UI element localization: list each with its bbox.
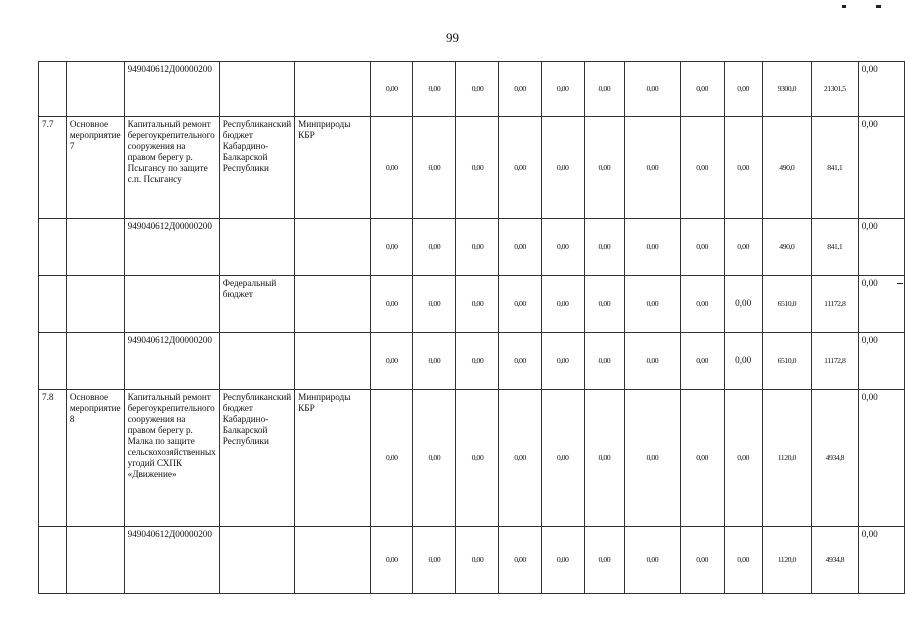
value-cell: 11172,8: [811, 276, 858, 333]
value-cell: 0,00: [371, 527, 413, 594]
value-cell: 0,00: [584, 527, 624, 594]
value-cell: 0,00: [456, 62, 499, 117]
value-cell: 841,1: [811, 117, 858, 219]
row-title: [66, 333, 124, 390]
value-cell: 0,00: [724, 333, 762, 390]
value-cell-last: 0,00: [858, 117, 904, 219]
row-number: [39, 276, 67, 333]
value-cell: 0,00: [584, 117, 624, 219]
value-cell: 0,00: [625, 333, 681, 390]
value-cell: 0,00: [680, 117, 724, 219]
row-description: 949040612Д00000200: [124, 62, 219, 117]
value-cell: 0,00: [413, 62, 456, 117]
row-title: Основное мероприятие 7: [66, 117, 124, 219]
row-description: Капитальный ремонт берегоукрепительного сооружения на правом берегу р. Малка по защите сельскохозяйственных угодий СХПК «Движение»: [124, 390, 219, 527]
value-cell: 0,00: [724, 276, 762, 333]
row-budget-source: [219, 62, 294, 117]
value-cell: 21301,5: [811, 62, 858, 117]
value-cell: 0,00: [680, 527, 724, 594]
value-cell: 4934,8: [811, 527, 858, 594]
table-row: [39, 276, 905, 333]
value-cell: 0,00: [371, 117, 413, 219]
row-executor: [295, 333, 371, 390]
value-cell: 0,00: [584, 62, 624, 117]
table-row: [39, 219, 905, 276]
value-cell-last: 0,00: [858, 390, 904, 527]
value-cell: 0,00: [625, 117, 681, 219]
value-cell: 0,00: [499, 117, 541, 219]
value-cell: 0,00: [499, 527, 541, 594]
value-cell: 0,00: [541, 219, 584, 276]
row-budget-source: Федеральный бюджет: [219, 276, 294, 333]
value-cell: 0,00: [541, 527, 584, 594]
row-budget-source: [219, 219, 294, 276]
scan-mark-2: [876, 5, 881, 8]
row-description: Капитальный ремонт берегоукрепительного сооружения на правом берегу р. Псыгансу по защите с.п. Псыгансу: [124, 117, 219, 219]
value-cell-last: 0,00: [858, 219, 904, 276]
row-budget-source: Республиканский бюджет Кабардино-Балкарской Республики: [219, 117, 294, 219]
value-cell: 490,0: [762, 117, 811, 219]
row-number: [39, 527, 67, 594]
value-cell: 0,00: [680, 333, 724, 390]
value-cell: 0,00: [541, 276, 584, 333]
scan-mark-1: [842, 5, 846, 8]
row-executor: [295, 62, 371, 117]
value-cell: 6510,0: [762, 276, 811, 333]
value-cell: 0,00: [625, 527, 681, 594]
row-description: [124, 276, 219, 333]
value-cell: 0,00: [541, 62, 584, 117]
value-cell: 0,00: [499, 390, 541, 527]
value-cell-last: 0,00: [858, 276, 904, 333]
value-cell: 0,00: [371, 219, 413, 276]
value-cell: 0,00: [499, 62, 541, 117]
value-cell: 0,00: [413, 276, 456, 333]
value-cell: 0,00: [413, 527, 456, 594]
table-row: [39, 527, 905, 594]
row-number: 7.7: [39, 117, 67, 219]
row-title: [66, 62, 124, 117]
value-cell: 0,00: [541, 117, 584, 219]
value-cell: 0,00: [413, 333, 456, 390]
value-cell: 0,00: [625, 219, 681, 276]
value-cell: 0,00: [371, 62, 413, 117]
row-budget-source: Республиканский бюджет Кабардино-Балкарской Республики: [219, 390, 294, 527]
value-cell: 0,00: [680, 390, 724, 527]
row-executor: Минприроды КБР: [295, 117, 371, 219]
value-cell-last: 0,00: [858, 62, 904, 117]
value-cell: 490,0: [762, 219, 811, 276]
table-row: [39, 117, 905, 219]
value-cell: 9300,0: [762, 62, 811, 117]
value-cell: 0,00: [724, 117, 762, 219]
row-number: [39, 333, 67, 390]
row-executor: [295, 527, 371, 594]
row-executor: Минприроды КБР: [295, 390, 371, 527]
value-cell: 0,00: [625, 390, 681, 527]
row-description: 949040612Д00000200: [124, 219, 219, 276]
value-cell: 6510,0: [762, 333, 811, 390]
value-cell: 0,00: [541, 390, 584, 527]
value-cell: 0,00: [584, 390, 624, 527]
value-cell: 0,00: [680, 62, 724, 117]
value-cell: 0,00: [456, 117, 499, 219]
value-cell: 0,00: [413, 117, 456, 219]
value-cell: 1120,0: [762, 390, 811, 527]
value-cell: 0,00: [541, 333, 584, 390]
row-budget-source: [219, 333, 294, 390]
value-cell: 0,00: [371, 333, 413, 390]
row-executor: [295, 219, 371, 276]
value-cell: 0,00: [625, 276, 681, 333]
value-cell: 4934,8: [811, 390, 858, 527]
value-cell: 0,00: [371, 276, 413, 333]
value-cell: 0,00: [499, 333, 541, 390]
value-cell: 0,00: [456, 219, 499, 276]
value-cell: 0,00: [413, 390, 456, 527]
row-number: 7.8: [39, 390, 67, 527]
value-cell: 0,00: [413, 219, 456, 276]
value-cell: 0,00: [499, 276, 541, 333]
value-cell: 0,00: [584, 276, 624, 333]
value-cell: 1120,0: [762, 527, 811, 594]
value-cell: 0,00: [584, 333, 624, 390]
row-number: [39, 62, 67, 117]
value-cell: 0,00: [371, 390, 413, 527]
row-title: Основное мероприятие 8: [66, 390, 124, 527]
value-cell-last: 0,00: [858, 333, 904, 390]
table-body: [39, 62, 905, 594]
row-budget-source: [219, 527, 294, 594]
value-cell: 0,00: [724, 62, 762, 117]
value-cell: 0,00: [456, 390, 499, 527]
value-cell: 11172,8: [811, 333, 858, 390]
table-row: [39, 333, 905, 390]
value-cell: 0,00: [456, 333, 499, 390]
budget-table: [38, 61, 905, 594]
value-cell: 0,00: [584, 219, 624, 276]
row-title: [66, 527, 124, 594]
value-cell: 0,00: [724, 390, 762, 527]
row-executor: [295, 276, 371, 333]
table-row: [39, 390, 905, 527]
value-cell: 0,00: [456, 527, 499, 594]
page-number: 99: [446, 30, 459, 45]
value-cell: 0,00: [499, 219, 541, 276]
row-title: [66, 276, 124, 333]
value-cell: 0,00: [456, 276, 499, 333]
row-description: 949040612Д00000200: [124, 333, 219, 390]
value-cell: 0,00: [680, 276, 724, 333]
value-cell: 841,1: [811, 219, 858, 276]
value-cell: 0,00: [724, 527, 762, 594]
row-number: [39, 219, 67, 276]
value-cell: 0,00: [625, 62, 681, 117]
row-title: [66, 219, 124, 276]
value-cell: 0,00: [724, 219, 762, 276]
table-row: [39, 62, 905, 117]
row-description: 949040612Д00000200: [124, 527, 219, 594]
value-cell: 0,00: [680, 219, 724, 276]
value-cell-last: 0,00: [858, 527, 904, 594]
